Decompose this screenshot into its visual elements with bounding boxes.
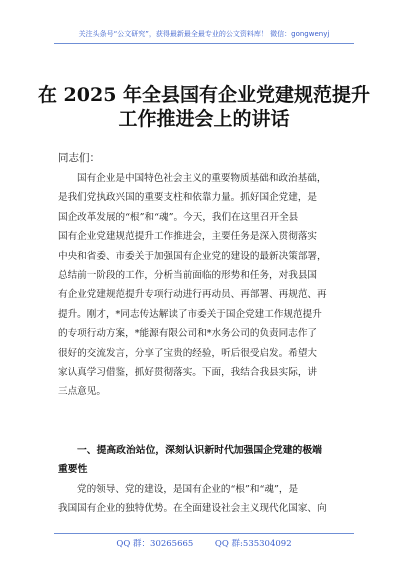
document-title — [0, 83, 408, 131]
paragraph-line: 国有企业是中国特色社会主义的重要物质基础和政治基础， — [77, 173, 327, 184]
paragraph-line: 家认真学习借鉴，抓好贯彻落实。下面，我结合我县实际，讲 — [58, 367, 318, 379]
heading-line: 重要性 — [58, 464, 88, 476]
paragraph-intro — [58, 169, 358, 402]
footer-qq-group-1: QQ 群：30265665 — [116, 539, 194, 549]
footer-qq-group-2: QQ 群:535304092 — [214, 539, 292, 549]
title-line-1: 在 2025 年全县国有企业党建规范提升 — [37, 84, 371, 106]
paragraph-line: 中央和省委、市委关于加强国有企业党的建设的最新决策部署， — [58, 250, 327, 262]
paragraph-line: 很好的交流发言，分享了宝贵的经验，听后很受启发。希望大 — [58, 347, 318, 359]
paragraph-line: 是我们党执政兴国的重要支柱和依靠力量。抓好国企党建，是 — [58, 192, 318, 204]
header-divider — [54, 43, 354, 44]
paragraph-line: 党的领导、党的建设，是国有企业的“根”和“魂”，是 — [77, 484, 299, 495]
heading-line: 一、提高政治站位，深刻认识新时代加强国企党建的极端 — [77, 445, 322, 456]
paragraph-line: 国有企业党建规范提升工作推进会，主要任务是深入贯彻落实 — [58, 231, 318, 243]
paragraph-line: 提升。刚才，*同志传达解读了市委关于国企党建工作规范提升 — [58, 308, 322, 320]
title-line-2: 工作推进会上的讲话 — [118, 108, 290, 130]
paragraph-line: 三点意见。 — [58, 386, 106, 398]
paragraph-section-1 — [58, 480, 358, 519]
section-heading-1 — [58, 441, 358, 480]
footer-divider — [54, 533, 354, 534]
salutation: 同志们： — [58, 152, 100, 164]
paragraph-line: 总结前一阶段的工作，分析当前面临的形势和任务，对我县国 — [58, 270, 318, 282]
footer-contact — [0, 537, 408, 549]
header-banner: 关注头条号“公文研究”，获得最新最全最专业的公文资料库！ 微信：gongwenyj — [78, 30, 330, 38]
paragraph-line: 的专项行动方案，*能源有限公司和*水务公司的负责同志作了 — [58, 328, 318, 340]
paragraph-line: 有企业党建规范提升专项行动进行再动员、再部署、再规范、再 — [58, 289, 327, 301]
paragraph-line: 我国国有企业的独特优势。在全面建设社会主义现代化国家、向 — [58, 503, 327, 515]
paragraph-line: 国企改革发展的“根”和“魂”。今天，我们在这里召开全县 — [58, 211, 299, 223]
